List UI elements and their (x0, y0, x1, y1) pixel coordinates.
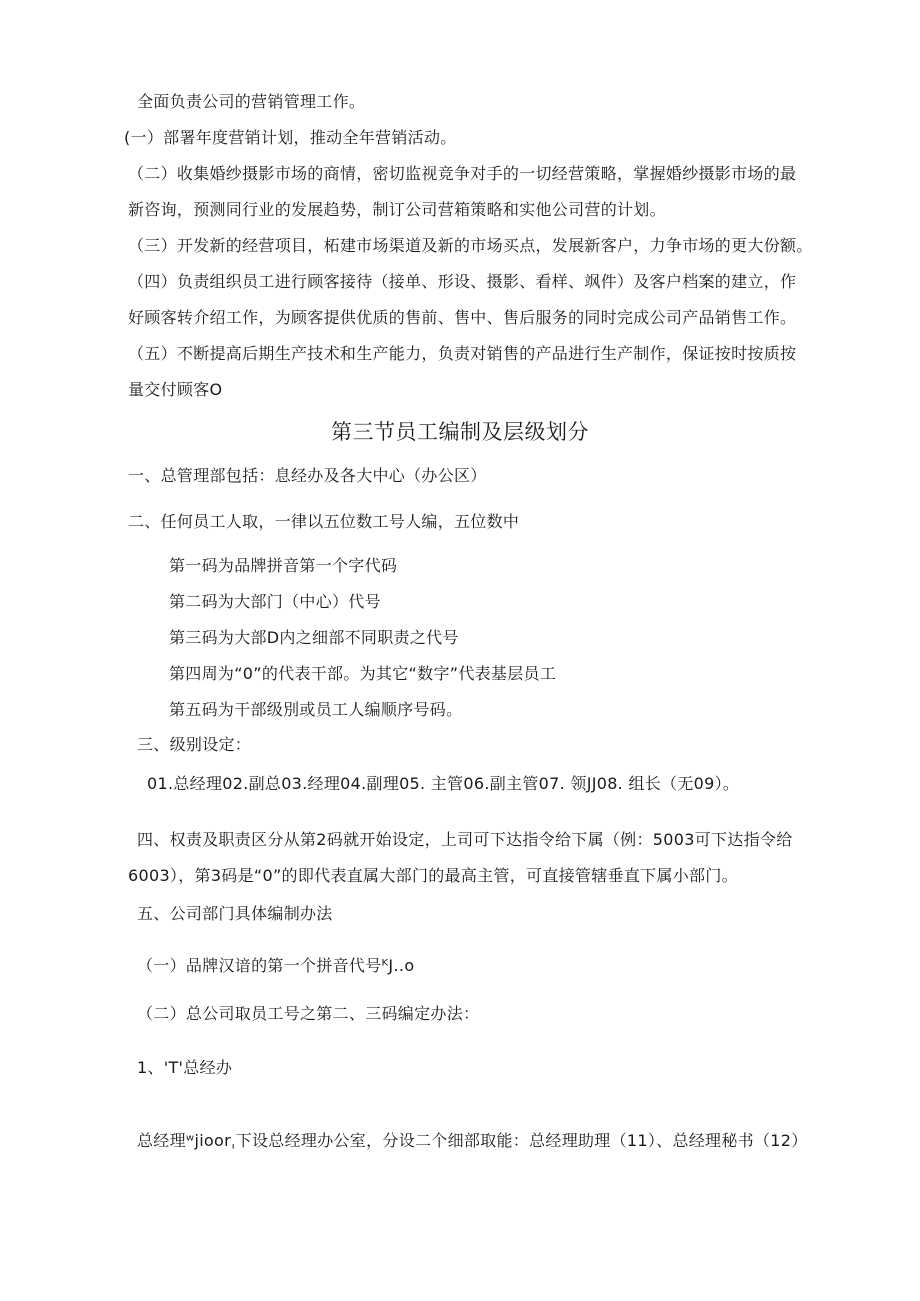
code-rule-4: 第四周为“0”的代表干部。为其它“数字”代表基层员工 (169, 664, 557, 683)
paragraph-2: 二、任何员工人取，一律以五位数工号人编，五位数中 (128, 512, 520, 531)
paragraph-last: 总经理ʷjioorˌ下设总经理办公室，分设二个细部取能：总经理助理（11）、总经理秘书（12） (137, 1131, 808, 1150)
code-rule-2: 第二码为大部门（中心）代号 (169, 592, 381, 611)
list-item-5-line-2: 量交付顾客O (128, 380, 223, 399)
paragraph-4-line-1: 四、权责及职责区分从第2码就开始设定，上司可下达指令给下属（例：5003可下达指令给 (137, 830, 793, 849)
list-item-4-line-1: （四）负责组织员工进行顾客接待（接单、形设、摄影、看样、飒件）及客户档案的建立，作 (128, 272, 797, 291)
levels-list: 01.总经理02.副总03.经理04.副理05. 主管06.副主管07. 领JJ08. 组长（无09）。 (147, 774, 740, 793)
list-item-2-line-1: （二）收集婚纱摄影市场的商情，密切监视竞争对手的一切经营策略，掌握婚纱摄影市场的最 (128, 164, 797, 183)
list-item-1: (一）部署年度营销计划，推动全年营销活动。 (124, 128, 457, 147)
section-title: 第三节员工编制及层级划分 (331, 420, 589, 444)
list-item-2-line-2: 新咨询，预测同行业的发展趋势，制订公司营箱策略和实他公司营的计划。 (128, 200, 666, 219)
list-item-4-line-2: 好顾客转介绍工作，为顾客提供优质的售前、售中、售后服务的同时完成公司产品销售工作。 (128, 308, 797, 327)
list-item-3: （三）开发新的经营项目，柘建市场渠道及新的市场买点，发展新客户，力争市场的更大份额。 (128, 236, 813, 255)
sub-item-2: （二）总公司取员工号之第二、三码编定办法： (137, 1004, 480, 1023)
code-rule-3: 第三码为大部D内之细部不同职责之代号 (169, 628, 459, 647)
list-item-5-line-1: （五）不断提高后期生产技术和生产能力，负责对销售的产品进行生产制作，保证按时按质按 (128, 344, 797, 363)
code-rule-5: 第五码为干部级別或员工人编顺序号码。 (169, 700, 463, 719)
numbered-item-1: 1、'T'总经办 (137, 1058, 233, 1077)
paragraph-3: 三、级别设定： (137, 735, 252, 754)
paragraph-4-line-2: 6003），第3码是“0”的即代表直属大部门的最高主管，可直接管辖垂直下属小部门。 (128, 866, 738, 885)
paragraph-intro: 全面负责公司的营销管理工作。 (137, 92, 366, 111)
paragraph-5: 五、公司部门具体编制办法 (137, 904, 333, 923)
paragraph-1: 一、总管理部包括：息经办及各大中心（办公区） (128, 466, 487, 485)
code-rule-1: 第一码为品牌拼音第一个字代码 (169, 556, 398, 575)
sub-item-1: （一）品牌汉谙的第一个拼音代号ᴷJ‥o (137, 956, 415, 975)
